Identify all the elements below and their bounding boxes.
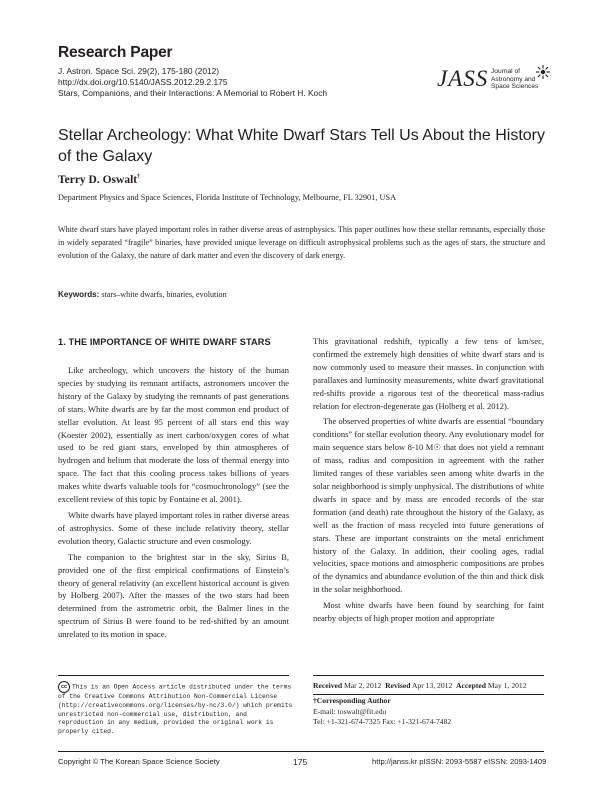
- license-text: This is an Open Access article distributed under the terms of the Creative Commons Attribution Non-Commercial License (http://creativecommons.org/licenses/by-nc/3.0/) which premits unrestricted non-commercial use, distribution, and reproduction in any medium, provided the original work is properly cited.: [58, 683, 293, 736]
- footer-divider: [58, 751, 544, 752]
- footer-copyright: Copyright © The Korean Space Science Society: [58, 757, 220, 766]
- logo-subtitle: Journal of Astronomy and Space Sciences: [491, 68, 539, 91]
- section-heading: 1. THE IMPORTANCE OF WHITE DWARF STARS: [58, 337, 271, 347]
- paragraph: The companion to the brightest star in the sky, Sirius B, provided one of the first empirical confirmations of Einstein’s theory of general relativity (an excellent historical account is given by Holberg 2007). After the masses of the two stars had been determined from the astrometric orbit, the Balmer lines in the spectrum of Sirius B were found to be red-shifted by an amount unrelated to its motion in space.: [58, 551, 289, 640]
- keywords-text: stars–white dwarfs, binaries, evolution: [101, 290, 227, 299]
- doi-link[interactable]: http://dx.doi.org/10.5140/JASS.2012.29.2.175: [58, 77, 228, 87]
- journal-citation: J. Astron. Space Sci. 29(2), 175-180 (2012): [58, 66, 220, 76]
- paragraph: This gravitational redshift, typically a few tens of km/sec, confirmed the extremely high densities of white dwarf stars and is now commonly used to measure their masses. In conjunction with parallaxes and luminosity measurements, white dwarf gravitational red-shifts provide a rigorous test of the theoretical mass-radius relation for electron-degenerate gas (Holberg et al. 2012).: [313, 336, 544, 411]
- license-footnote: [58, 681, 294, 737]
- footnote-divider-right: [313, 675, 544, 676]
- corresponding-email[interactable]: E-mail: toswalt@fit.edu: [313, 706, 387, 716]
- logo-star-icon: [535, 64, 551, 80]
- paragraph: Most white dwarfs have been found by searching for faint nearby objects of high proper motion and appropriate: [313, 600, 544, 624]
- corresponding-phone: Tel: +1-321-674-7325 Fax: +1-321-674-7482: [313, 717, 452, 727]
- paragraph: The observed properties of white dwarfs are essential “boundary conditions” for stellar evolution theory. Any evolutionary model for main sequence stars below 8-10 M☉ that does not yield a remnant of mass, radius and composition in agreement with the rather limited ranges of these variables seen among white dwarfs in the solar neighborhood is simply unphysical. The distributions of white dwarfs in space and by mass are encoded records of the star formation (and death) rate throughout the history of the Galaxy, as well as the fraction of mass recycled into future generations of stars. These are important constraints on the metal enrichment history of the Galaxy. In addition, their cooling ages, radial velocities, space motions and atmospheric compositions are probes of the dynamics and abundance evolution of the thin and thick disk in the solar neighborhood.: [313, 416, 544, 595]
- keywords-label: Keywords:: [58, 290, 100, 299]
- article-type-label: Research Paper: [58, 44, 173, 61]
- abstract: [58, 224, 545, 263]
- paragraph: White dwarfs have played important roles in rather diverse areas of astrophysics. Some of these include relativity theory, stellar evolution theory, Galactic structure and even cosmology.: [58, 509, 289, 546]
- keywords: [58, 290, 227, 299]
- article-title: Stellar Archeology: What White Dwarf Stars Tell Us About the History of the Galaxy: [58, 127, 546, 165]
- history-divider: [313, 694, 544, 695]
- corresponding-author-label: †Corresponding Author: [313, 696, 391, 706]
- abstract-text: White dwarf stars have played important roles in rather diverse areas of astrophysics. This paper outlines how these stellar remnants, especially those in widely separated “fragile” binaries, have provided unique leverage on difficult astrophysical problems such as the ages of stars, the structure and evolution of the Galaxy, the nature of dark matter and even the discovery of dark energy.: [58, 225, 545, 260]
- logo-wordmark: JASS: [437, 66, 489, 91]
- creative-commons-icon: cc: [58, 681, 70, 693]
- paragraph: Like archeology, which uncovers the history of the human species by studying its remnant artifacts, astronomers uncover the history of the Galaxy by studying the remnants of past generations of stars. White dwarfs are by far the most common end product of stellar evolution. At least 95 percent of all stars end this way (Koester 2002), essentially as inert carbon/oxygen cores of what used to be red giant stars, enveloped by thin atmospheres of hydrogen and helium that moderate the loss of thermal energy into space. The fact that this cooling process takes billions of years makes white dwarfs valuable tools for “cosmochronology” (see the excellent review of this topic by Fontaine et al. 2001).: [58, 365, 289, 505]
- author-name: Terry D. Oswalt†: [58, 174, 141, 186]
- right-column: [313, 335, 544, 628]
- special-issue-series: Stars, Companions, and their Interactions: A Memorial to Robert H. Koch: [58, 88, 328, 98]
- article-history: [313, 681, 549, 728]
- journal-logo: [437, 64, 557, 100]
- author-affiliation: Department Physics and Space Sciences, Florida Institute of Technology, Melbourne, FL 32901, USA: [58, 193, 397, 202]
- left-column: [58, 364, 289, 644]
- footnote-divider-left: [58, 675, 289, 676]
- footer-issn: http://janss.kr pISSN: 2093-5587 eISSN: 2093-1409: [372, 757, 547, 766]
- history-dates: Received Mar 2, 2012 Revised Apr 13, 2012 Accepted May 1, 2012: [313, 681, 527, 690]
- page-number: 175: [293, 757, 308, 767]
